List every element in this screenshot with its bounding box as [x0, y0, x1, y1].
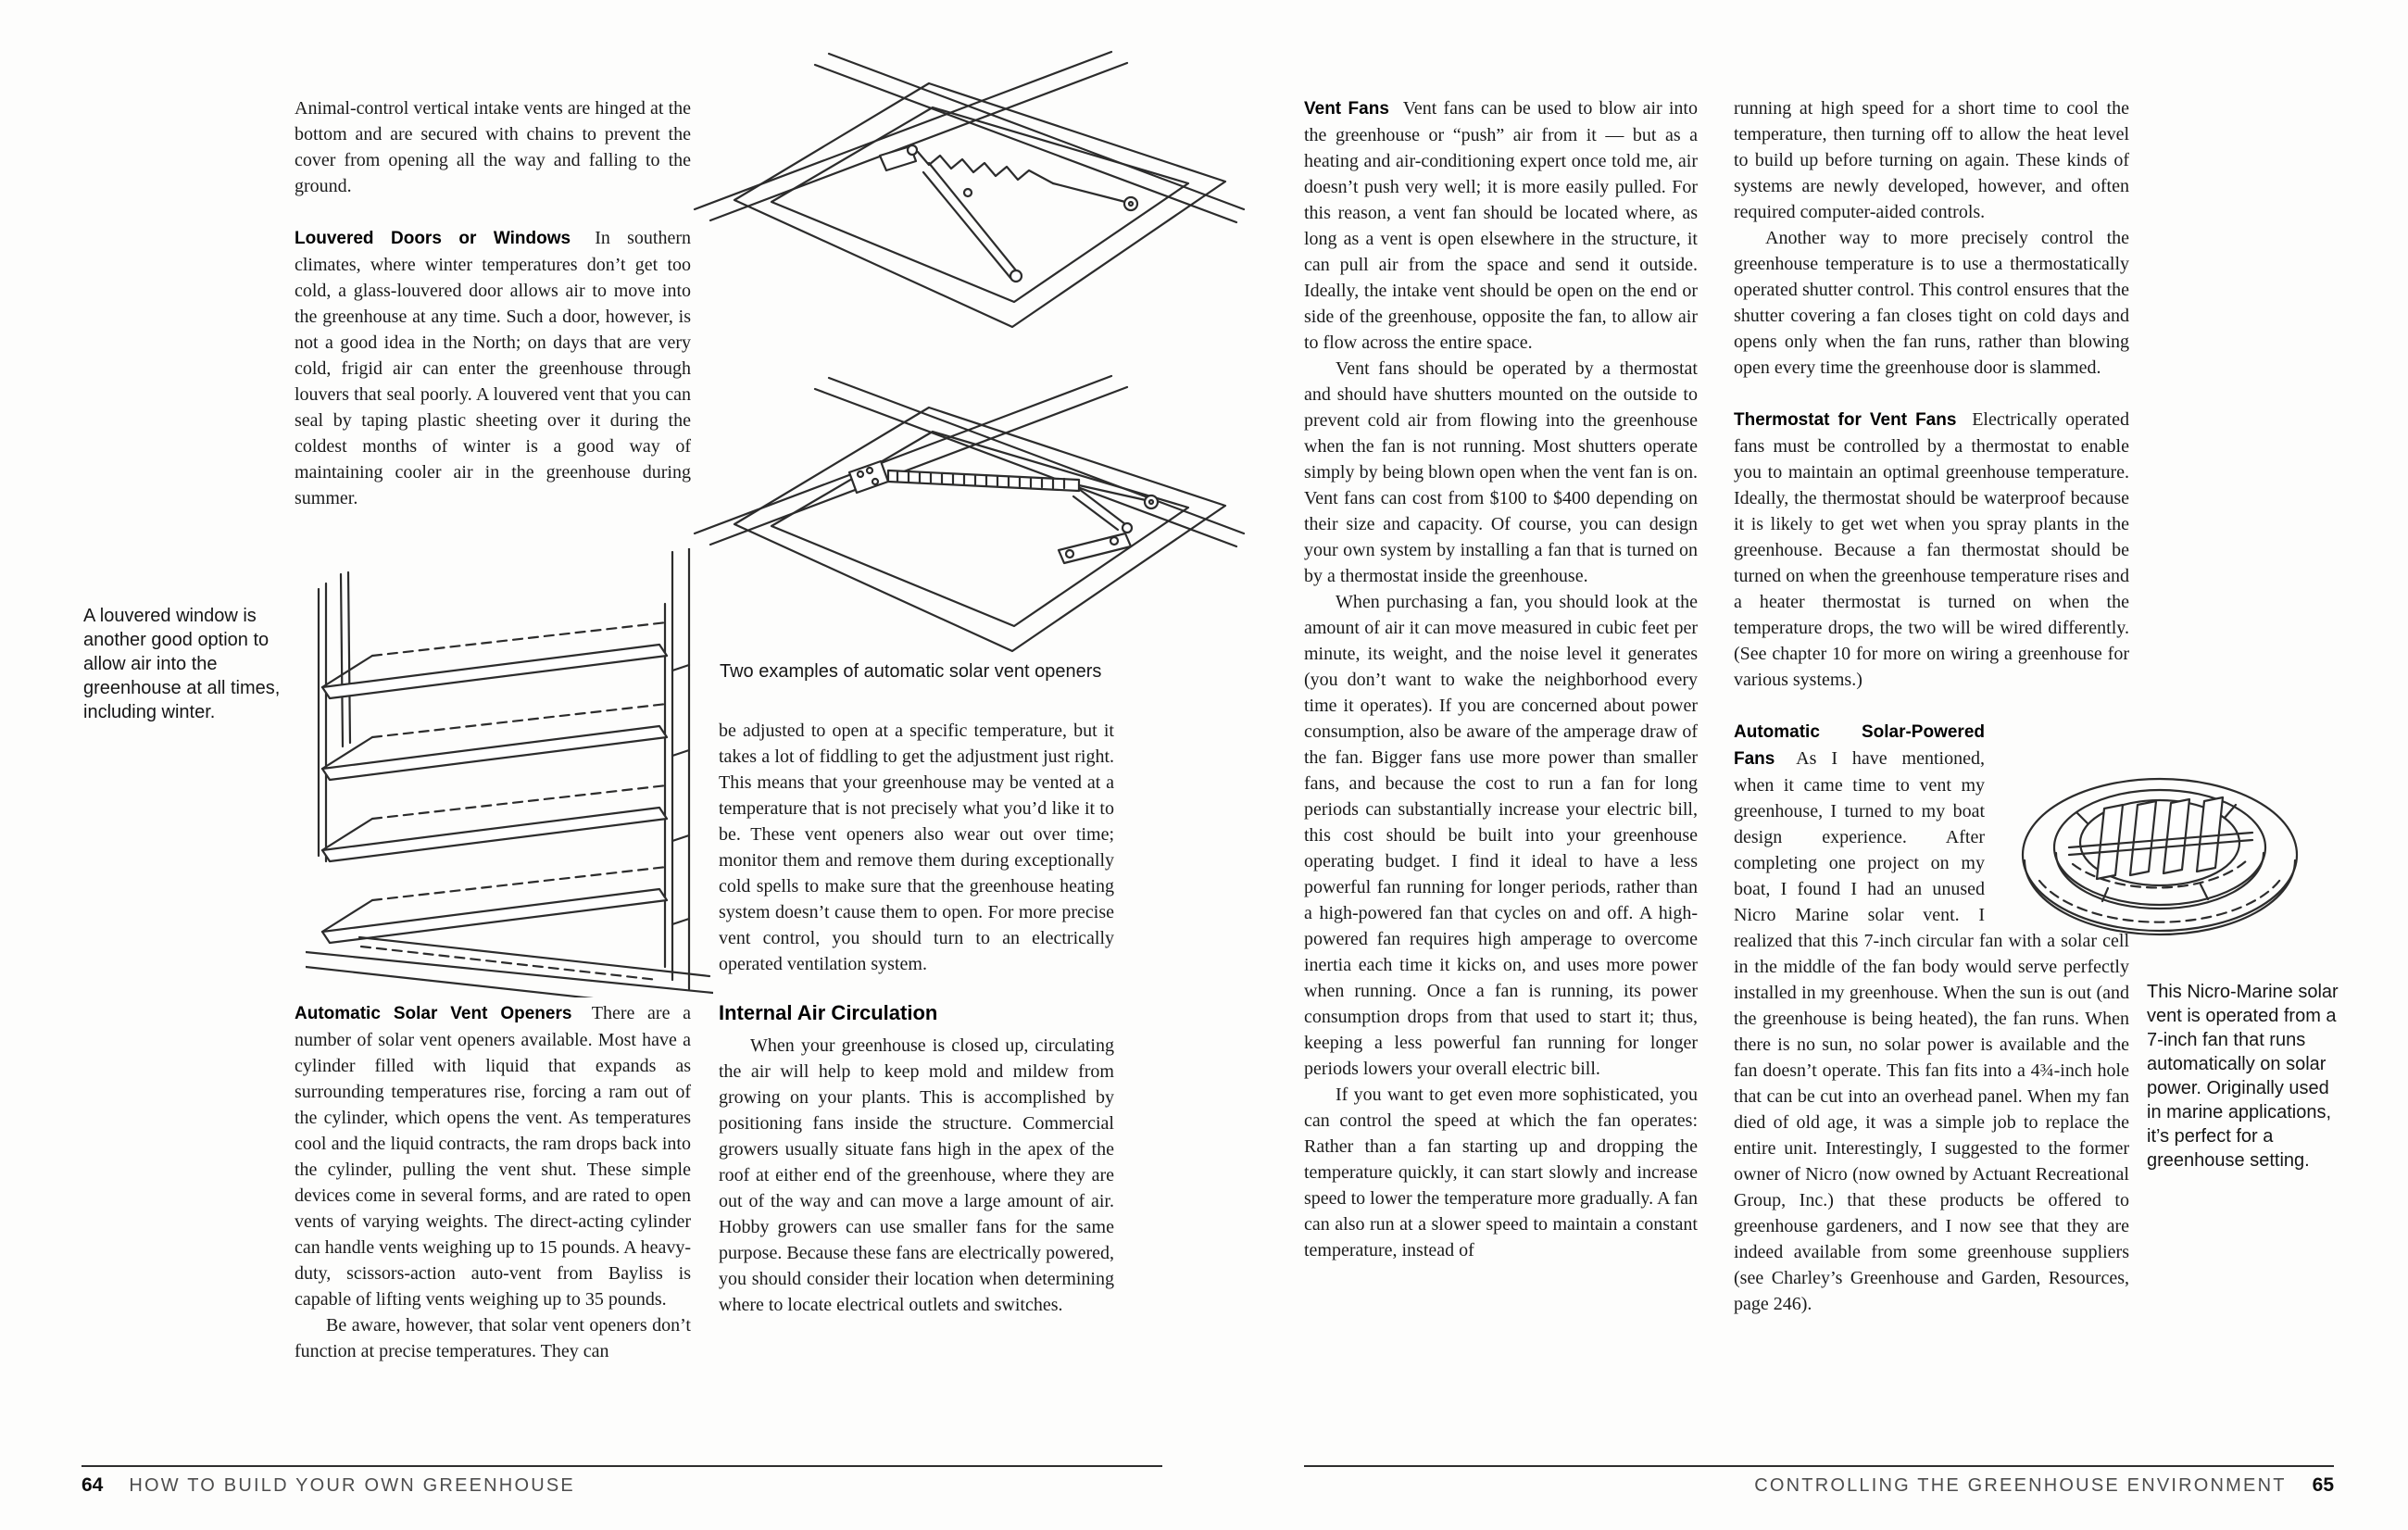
louvered-window-caption: A louvered window is another good option to allow air into the greenhouse at all times, including winter.	[83, 606, 281, 722]
paragraph: Vent fans should be operated by a thermostat and should have shutters mounted on the outside to prevent cold air from flowing into the greenhouse when the fan is not running. Most shutters operate simply by being blown open when the vent fan is on. Vent fans can cost from $100 to $400 depending on their size and capacity. Of course, you can design your own system by installing a fan that is turned on by a thermostat inside the greenhouse.	[1304, 358, 1698, 586]
left-page-column1-upper	[295, 95, 691, 511]
section-heading: Automatic Solar-Powered Fans	[1734, 722, 1985, 769]
footer-left	[82, 1474, 1162, 1497]
solar-vent-openers-illustration	[690, 44, 1246, 656]
paragraph: When purchasing a fan, you should look at the amount of air it can move measured in cubic feet per minute, its weight, and the noise level it generates (you don’t want to wake the neighborhood every time it operates). If you are concerned about power consumption, also be aware of the amperage draw of the fan. Bigger fans use more power than smaller fans, and because the cost to run a fan for long periods can substantially increase your electric bill, this cost should be built into your greenhouse operating budget. I find it ideal to have a less powerful fan running for longer periods, rather than a high-powered fan that cycles on and off. A high-powered fan requires high amperage to overcome inertia each time it kicks on, and uses more power when running. Once a fan is running, its power consumption drops from that used to start it; thus, keeping a less powerful fan running for longer periods lowers your overall electric bill.	[1304, 592, 1698, 1079]
footer-rule-right	[1304, 1465, 2334, 1467]
louvered-window-illustration	[306, 548, 713, 997]
nicro-solar-vent-illustration	[2019, 762, 2301, 966]
section-text: As I have mentioned, when it came time to vent my greenhouse, I turned to my boat design experience. After completing one project on my boat, I found I had an unused Nicro Marine solar vent. I realized that this 7-inch circular fan with a solar cell in the middle of the fan body would serve perfectly installed in my greenhouse. When the sun is out (and the greenhouse is being heated), the fan runs. When there is no sun, no solar power is available and the fan doesn’t operate. This fan fits into a 4¾-inch hole that can be cut into an overhead panel. When my fan died of old age, it was a simple job to replace the entire unit. Interestingly, I suggested to the former owner of Nicro (now owned by Actuant Recreational Group, Inc.) that these products be offered to greenhouse gardeners, and I now see that they are indeed available from some greenhouse suppliers (see Charley’s Greenhouse and Garden, Resources, page 246).	[1734, 748, 2129, 1314]
section-text: Vent fans can be used to blow air into the greenhouse or “push” air from it — but as a heating and air-conditioning expert once told me, air doesn’t push very well; it is more easily pulled. For this reason, a vent fan should be located where, as long as a vent is open elsewhere in the structure, it can pull air from the space and send it outside. Ideally, the intake vent should be open on the end or side of the greenhouse, opposite the fan, to allow air to flow across the entire space.	[1304, 98, 1698, 353]
section-louvered-doors	[295, 225, 691, 511]
section-text: There are a number of solar vent openers available. Most have a cylinder filled with liquid that expands as surrounding temperatures rise, forcing a ram out of the cylinder, which opens the vent. As temperatures cool and the liquid contracts, the ram drops back into the cylinder, pulling the vent shut. These simple devices come in several forms, and are rated to open vents of varying weights. The direct-acting cylinder can handle vents weighing up to 15 pounds. A heavy-duty, scissors-action auto-vent from Bayliss is capable of lifting vents weighing up to 35 pounds.	[295, 1003, 692, 1310]
page-number: 65	[2312, 1474, 2334, 1496]
section-thermostat-for-vent-fans	[1734, 407, 2129, 693]
paragraph: running at high speed for a short time to cool the temperature, then turning off to allow the heat level to build up before turning on again. These kinds of systems are newly developed, however, and often required computer-aided controls.	[1734, 98, 2129, 222]
section-solar-vent-openers	[295, 1000, 691, 1312]
running-title: HOW TO BUILD YOUR OWN GREENHOUSE	[129, 1475, 575, 1496]
section-vent-fans	[1304, 95, 1698, 356]
section-text: Electrically operated fans must be controlled by a thermostat to enable you to maintain an optimal greenhouse temperature. Ideally, the thermostat should be waterproof because it is likely to get wet when you spray plants in the greenhouse. Because a fan thermostat should be turned on when the greenhouse temperature rises and a heater thermostat is turned on when the temperature drops, the two will be wired differently. (See chapter 10 for more on wiring a greenhouse for various systems.)	[1734, 409, 2129, 690]
page-number: 64	[82, 1474, 104, 1496]
footer-rule-left	[82, 1465, 1162, 1467]
footer-right	[1304, 1474, 2334, 1497]
section-heading: Vent Fans	[1304, 99, 1389, 119]
paragraph: Animal-control vertical intake vents are hinged at the bottom and are secured with chains to prevent the cover from opening all the way and falling to the ground.	[295, 98, 691, 196]
paragraph: be adjusted to open at a specific temperature, but it takes a lot of fiddling to get the adjustment just right. This means that your greenhouse may be vented at a temperature that is not precisely what you’d like it to be. These vent openers also wear out over time; monitor them and remove them during exceptionally cold spells to make sure that the greenhouse heating system doesn’t cause them to open. For more precise vent control, you should turn to an electrically operated ventilation system.	[719, 721, 1114, 974]
running-title: CONTROLLING THE GREENHOUSE ENVIRONMENT	[1754, 1475, 2287, 1496]
left-page-column1-lower	[295, 1000, 691, 1364]
paragraph: If you want to get even more sophisticated, you can control the speed at which the fan operates: Rather than a fan starting up and dropping the temperature quickly, it can start slowly and increase speed to lower the temperature more gradually. A fan can also run at a slower speed to maintain a constant temperature, instead of	[1304, 1085, 1698, 1260]
paragraph: Another way to more precisely control the greenhouse temperature is to use a thermostatically operated shutter control. This control ensures that the shutter covering a fan closes tight on cold days and opens only when the fan runs, rather than blowing open every time the greenhouse door is slammed.	[1734, 228, 2129, 378]
vent-openers-caption: Two examples of automatic solar vent openers	[720, 661, 1102, 682]
left-page-column2	[719, 718, 1114, 1318]
section-heading: Thermostat for Vent Fans	[1734, 410, 1957, 430]
section-heading: Automatic Solar Vent Openers	[295, 1004, 572, 1023]
paragraph: When your greenhouse is closed up, circulating the air will help to keep mold and mildew from growing on your plants. This is accomplished by positioning fans inside the structure. Commercial growers usually situate fans high in the apex of the roof at either end of the greenhouse, where they are out of the way and can move a large amount of air. Hobby growers can use smaller fans for the same purpose. Because these fans are electrically powered, you should consider their location when determining where to locate electrical outlets and switches.	[719, 1035, 1114, 1315]
nicro-vent-caption: This Nicro-Marine solar vent is operated from a 7-inch fan that runs automatically on solar power. Originally used in marine applications, it’s perfect for a greenhouse setting.	[2147, 982, 2339, 1171]
right-page-column2	[1734, 95, 2129, 1317]
paragraph: Be aware, however, that solar vent openers don’t function at precise temperatures. They can	[295, 1315, 691, 1361]
section-heading: Louvered Doors or Windows	[295, 229, 571, 248]
section-text: In southern climates, where winter temperatures don’t get too cold, a glass-louvered door allows air to move into the greenhouse at any time. Such a door, however, is not a good idea in the North; on days that are very cold, frigid air can enter the greenhouse through louvers that seal poorly. A louvered vent that you can seal by taping plastic sheeting over it during the coldest months of winter is a good way of maintaining cooler air in the greenhouse during summer.	[295, 228, 691, 508]
internal-air-circulation-heading: Internal Air Circulation	[719, 1001, 938, 1024]
right-page-column1	[1304, 95, 1698, 1263]
